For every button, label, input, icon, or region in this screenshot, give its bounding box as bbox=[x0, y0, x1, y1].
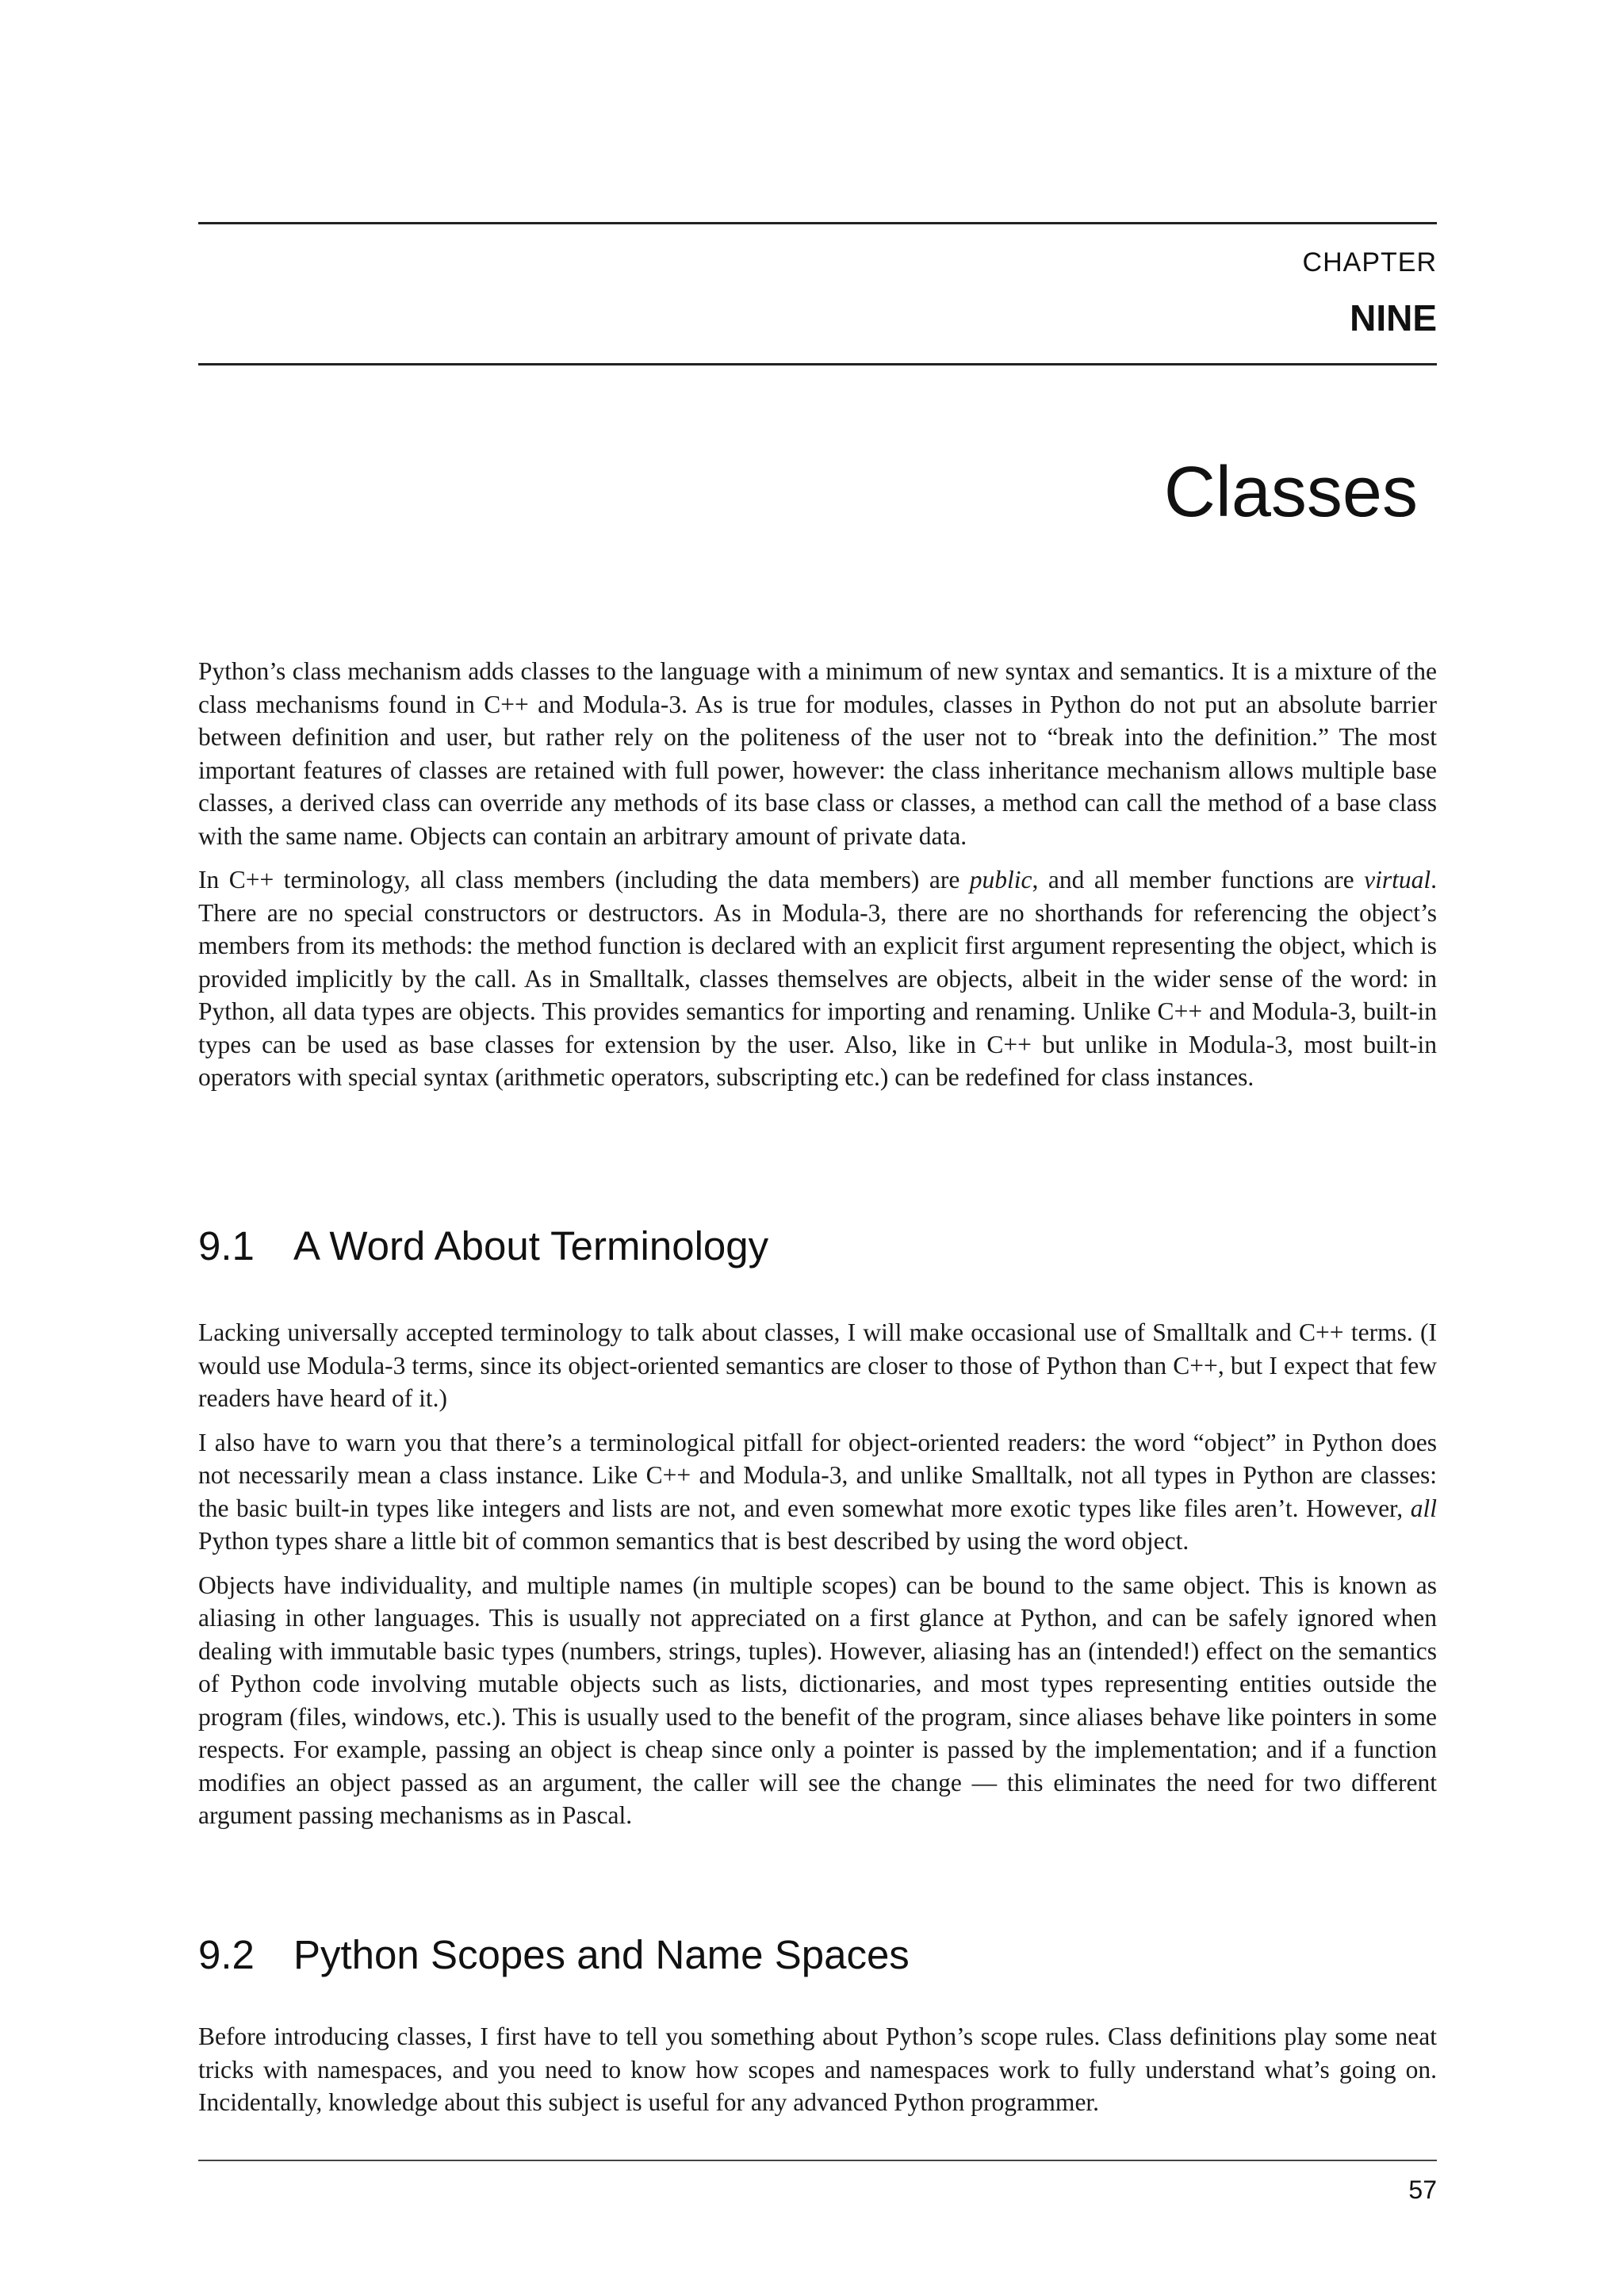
intro-paragraph-1: Python’s class mechanism adds classes to the language with a minimum of new syntax and semantics. It is a mixture of the class mechanisms found in C++ and Modula-3. As is true for modules, classes in Python do not put an absolute barrier between definition and user, but rather rely on the politeness of the user not to “break into the definition.” The most important features of classes are retained with full power, however: the class inheritance mechanism allows multiple base classes, a derived class can override any methods of its base class or classes, a method can call the method of a base class with the same name. Objects can contain an arbitrary amount of private data. bbox=[198, 657, 1437, 850]
section-9-1-p2-all: all bbox=[1410, 1494, 1437, 1522]
intro-p2-virtual: virtual bbox=[1364, 866, 1431, 894]
chapter-number: NINE bbox=[1350, 297, 1437, 339]
chapter-top-rule bbox=[198, 222, 1437, 224]
section-9-1-p2-part-2: Python types share a little bit of common semantics that is best described by using the word object. bbox=[198, 1527, 1189, 1555]
section-9-1-heading bbox=[198, 1223, 769, 1269]
chapter-title: Classes bbox=[1163, 453, 1418, 532]
document-page bbox=[198, 0, 1437, 2296]
intro-paragraph-2 bbox=[198, 863, 1437, 1094]
section-9-1-text bbox=[198, 1316, 1437, 1843]
section-9-2-text bbox=[198, 2020, 1437, 2130]
intro-p2-part-2: , and all member functions are bbox=[1032, 866, 1365, 894]
section-9-2-number: 9.2 bbox=[198, 1932, 255, 1977]
section-9-1-p2-part-1: I also have to warn you that there’s a terminological pitfall for object-oriented readers: the word “object” in Python does not necessarily mean a class instance. Like C++ and Modula-3, and unlike Smalltalk, not all types in Python are classes: the basic built-in types like integers and lists are not, and even somewhat more exotic types like files aren’t. However, bbox=[198, 1428, 1437, 1522]
chapter-bottom-rule bbox=[198, 363, 1437, 365]
section-9-2-heading bbox=[198, 1934, 910, 1975]
section-9-1-paragraph-2 bbox=[198, 1426, 1437, 1558]
section-9-2-paragraph-1: Before introducing classes, I first have to tell you something about Python’s scope rules. Class definitions play some neat tricks with namespaces, and you need to know how scopes and namespaces work to fully understand what’s going on. Incidentally, knowledge about this subject is useful for any advanced Python programmer. bbox=[198, 2022, 1437, 2116]
intro-text bbox=[198, 655, 1437, 1105]
intro-p2-part-1: In C++ terminology, all class members (including the data members) are bbox=[198, 866, 970, 894]
footer-rule bbox=[198, 2160, 1437, 2161]
section-9-1-title: A Word About Terminology bbox=[293, 1223, 769, 1269]
page-number: 57 bbox=[1408, 2175, 1437, 2204]
section-9-2-title: Python Scopes and Name Spaces bbox=[293, 1932, 910, 1977]
section-9-1-paragraph-1: Lacking universally accepted terminology to talk about classes, I will make occasional use of Smalltalk and C++ terms. (I would use Modula-3 terms, since its object-oriented semantics are closer to those of Python than C++, but I expect that few readers have heard of it.) bbox=[198, 1318, 1437, 1412]
intro-p2-public: public bbox=[969, 866, 1032, 894]
section-9-1-number: 9.1 bbox=[198, 1223, 255, 1269]
intro-p2-part-3: . There are no special constructors or destructors. As in Modula-3, there are no shorthands for referencing the object’s members from its methods: the method function is declared with an explicit first argument representing the object, which is provided implicitly by the call. As in Smalltalk, classes themselves are objects, albeit in the wider sense of the word: in Python, all data types are objects. This provides semantics for importing and renaming. Unlike C++ and Modula-3, built-in types can be used as base classes for extension by the user. Also, like in C++ but unlike in Modula-3, most built-in operators with special syntax (arithmetic operators, subscripting etc.) can be redefined for class instances. bbox=[198, 866, 1437, 1091]
chapter-label: CHAPTER bbox=[1302, 247, 1437, 277]
section-9-1-paragraph-3: Objects have individuality, and multiple names (in multiple scopes) can be bound to the same object. This is known as aliasing in other languages. This is usually not appreciated on a first glance at Python, and can be safely ignored when dealing with immutable basic types (numbers, strings, tuples). However, aliasing has an (intended!) effect on the semantics of Python code involving mutable objects such as lists, dictionaries, and most types representing entities outside the program (files, windows, etc.). This is usually used to the benefit of the program, since aliases behave like pointers in some respects. For example, passing an object is cheap since only a pointer is passed by the implementation; and if a function modifies an object passed as an argument, the caller will see the change — this eliminates the need for two different argument passing mechanisms as in Pascal. bbox=[198, 1571, 1437, 1829]
